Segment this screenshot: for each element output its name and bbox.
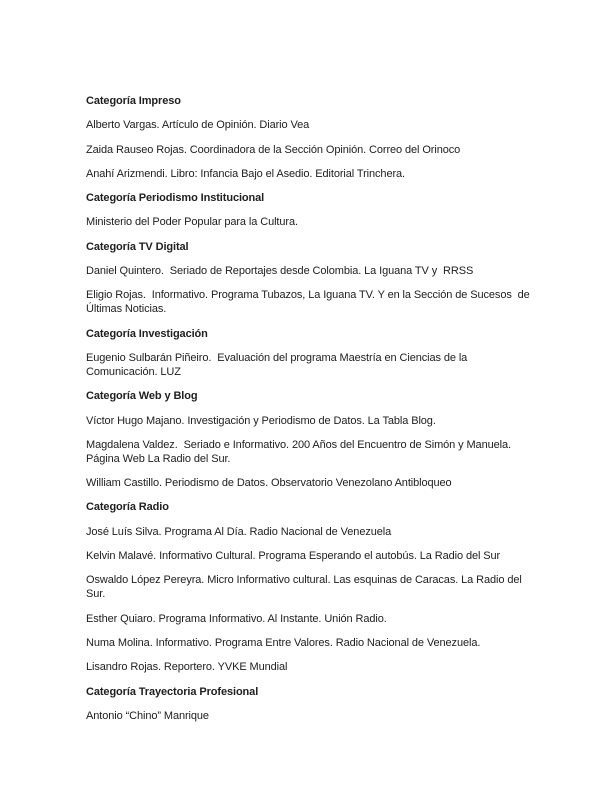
entry-paragraph <box>86 351 558 379</box>
text-line: Categoría Investigación <box>86 327 208 340</box>
category-heading <box>86 191 558 205</box>
text-line: Categoría TV Digital <box>86 240 189 253</box>
document-content <box>86 94 558 733</box>
entry-paragraph <box>86 438 558 466</box>
entry-paragraph <box>86 660 558 674</box>
text-line: Esther Quiaro. Programa Informativo. Al Instante. Unión Radio. <box>86 612 387 625</box>
category-heading <box>86 327 558 341</box>
text-line: Lisandro Rojas. Reportero. YVKE Mundial <box>86 661 288 674</box>
entry-paragraph <box>86 612 558 626</box>
text-line: Daniel Quintero. Seriado de Reportajes desde Colombia. La Iguana TV y RRSS <box>86 265 474 278</box>
entry-paragraph <box>86 709 558 723</box>
entry-paragraph <box>86 573 558 601</box>
text-line: Categoría Impreso <box>86 95 181 107</box>
category-heading <box>86 685 558 699</box>
text-line: William Castillo. Periodismo de Datos. Observatorio Venezolano Antibloqueo <box>86 477 452 490</box>
entry-paragraph <box>86 636 558 650</box>
text-line: Ministerio del Poder Popular para la Cultura. <box>86 216 298 229</box>
entry-paragraph <box>86 118 558 132</box>
entry-paragraph <box>86 143 558 157</box>
text-line: José Luís Silva. Programa Al Día. Radio Nacional de Venezuela <box>86 525 392 538</box>
text-line: Categoría Trayectoria Profesional <box>86 685 259 698</box>
text-line: Comunicación. LUZ <box>86 365 181 378</box>
category-heading <box>86 94 558 108</box>
entry-paragraph <box>86 414 558 428</box>
entry-paragraph <box>86 476 558 490</box>
text-line: Víctor Hugo Majano. Investigación y Periodismo de Datos. La Tabla Blog. <box>86 414 436 427</box>
text-line: Anahí Arizmendi. Libro: Infancia Bajo el Asedio. Editorial Trinchera. <box>86 167 406 180</box>
category-heading <box>86 240 558 254</box>
entry-paragraph <box>86 215 558 229</box>
text-line: Antonio “Chino” Manrique <box>86 709 209 722</box>
category-heading <box>86 500 558 514</box>
entry-paragraph <box>86 167 558 181</box>
text-line: Oswaldo López Pereyra. Micro Informativo cultural. Las esquinas de Caracas. La Radio del <box>86 574 522 587</box>
text-line: Categoría Web y Blog <box>86 390 198 403</box>
text-line: Página Web La Radio del Sur. <box>86 452 231 465</box>
text-line: Alberto Vargas. Artículo de Opinión. Diario Vea <box>86 119 310 132</box>
text-line: Categoría Radio <box>86 501 169 514</box>
entry-paragraph <box>86 549 558 563</box>
text-line: Últimas Noticias. <box>86 303 167 316</box>
text-line: Eugenio Sulbarán Piñeiro. Evaluación del programa Maestría en Ciencias de la <box>86 351 468 364</box>
text-line: Zaida Rauseo Rojas. Coordinadora de la Sección Opinión. Correo del Orinoco <box>86 143 461 156</box>
text-line: Categoría Periodismo Institucional <box>86 192 265 205</box>
text-line: Numa Molina. Informativo. Programa Entre Valores. Radio Nacional de Venezuela. <box>86 636 481 649</box>
text-line: Magdalena Valdez. Seriado e Informativo. 200 Años del Encuentro de Simón y Manuela. <box>86 438 511 451</box>
text-line: Sur. <box>86 588 106 601</box>
category-heading <box>86 389 558 403</box>
entry-paragraph <box>86 288 558 316</box>
entry-paragraph <box>86 264 558 278</box>
entry-paragraph <box>86 525 558 539</box>
text-line: Kelvin Malavé. Informativo Cultural. Programa Esperando el autobús. La Radio del Sur <box>86 550 501 563</box>
text-line: Eligio Rojas. Informativo. Programa Tubazos, La Iguana TV. Y en la Sección de Sucesos de <box>86 289 530 302</box>
